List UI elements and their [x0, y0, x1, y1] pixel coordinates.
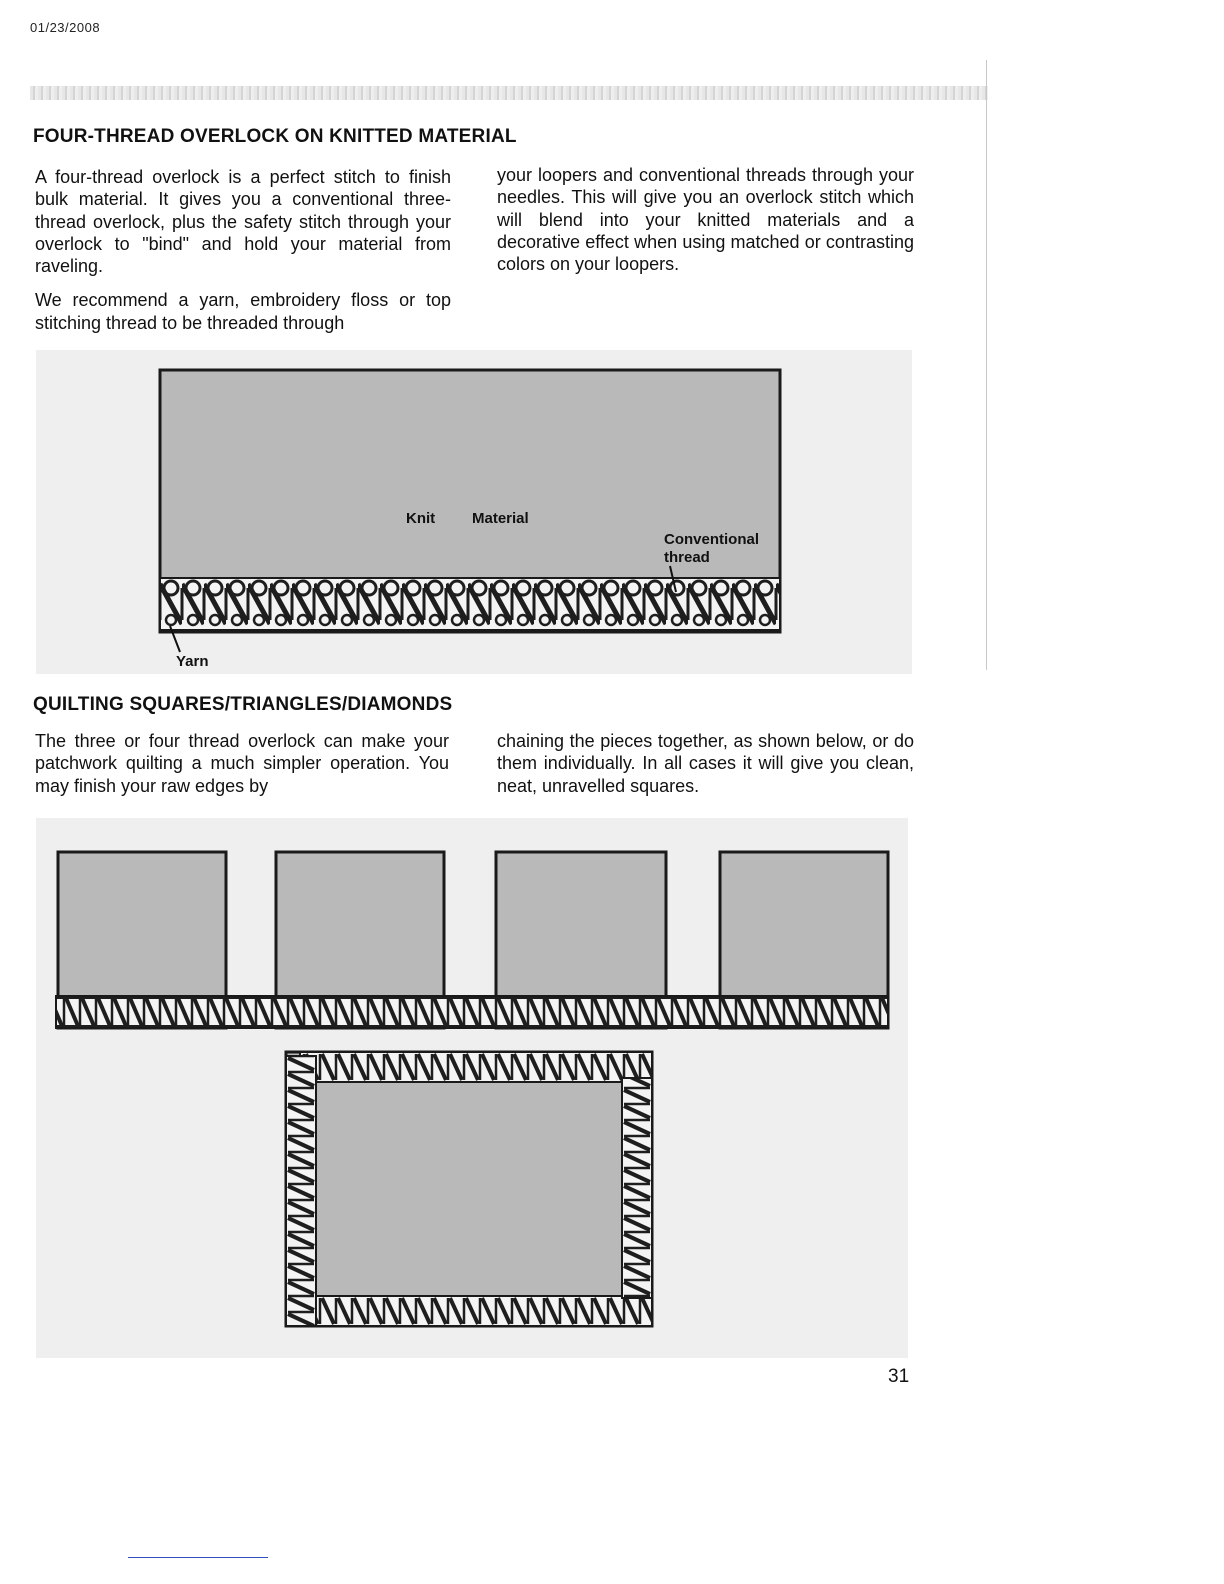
- right-edge-stitch: [622, 1078, 652, 1298]
- section2-paragraph-1: The three or four thread overlock can make your patchwork quilting a much simpler operation. You may finish your raw edges by: [35, 731, 449, 796]
- section-heading-four-thread-overlock: FOUR-THREAD OVERLOCK ON KNITTED MATERIAL: [33, 126, 517, 147]
- section1-paragraph-3: your loopers and conventional threads through your needles. This will give you an overlock stitch which will blend into your knitted materials and a decorative effect when using matched or contrasting colors on your loopers.: [497, 165, 914, 275]
- footer-rule: [128, 1557, 268, 1558]
- section1-paragraph-1: A four-thread overlock is a perfect stitch to finish bulk material. It gives you a conventional three-thread overlock, plus the safety stitch through your overlock to "bind" and hold your material from raveling.: [35, 167, 451, 277]
- label-conventional: Conventional: [664, 531, 760, 548]
- left-edge-stitch: [286, 1056, 316, 1326]
- finished-quilt-square: [286, 1052, 652, 1326]
- top-edge-stitch: [300, 1052, 652, 1082]
- page-number: 31: [888, 1366, 910, 1387]
- label-thread: thread: [664, 549, 710, 566]
- document-date: 01/23/2008: [30, 20, 101, 35]
- section2-paragraph-2: chaining the pieces together, as shown below, or do them individually. In all cases it will give you clean, neat, unravelled squares.: [497, 731, 914, 796]
- label-material: Material: [472, 510, 529, 527]
- bottom-edge-stitch: [300, 1296, 652, 1326]
- chained-overlock-stitch: [56, 996, 888, 1028]
- label-knit: Knit: [406, 510, 436, 527]
- section1-paragraph-2: We recommend a yarn, embroidery floss or top stitching thread to be threaded through: [35, 290, 451, 333]
- section-heading-quilting: QUILTING SQUARES/TRIANGLES/DIAMONDS: [33, 694, 453, 715]
- label-yarn: Yarn: [176, 653, 209, 670]
